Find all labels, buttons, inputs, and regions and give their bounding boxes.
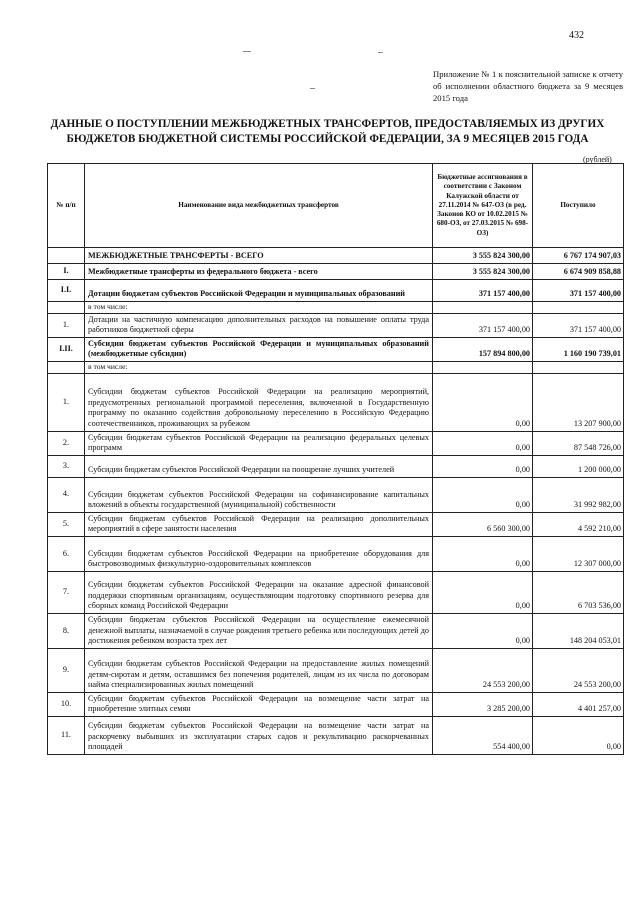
row-assigned: 371 157 400,00 — [433, 280, 533, 302]
row-name: Субсидии бюджетам субъектов Российской Федерации на оказание адресной финансовой поддержки спортивным организациям, осуществляющим подготовку спортивного резерва для сборных команд Российской Федерации — [85, 571, 433, 613]
row-assigned: 371 157 400,00 — [433, 313, 533, 337]
row-assigned: 3 555 824 300,00 — [433, 264, 533, 280]
row-number: I.I. — [48, 280, 85, 302]
row-number: 4. — [48, 477, 85, 512]
title-line-1: ДАННЫЕ О ПОСТУПЛЕНИИ МЕЖБЮДЖЕТНЫХ ТРАНСФЕРТОВ, ПРЕДОСТАВЛЯЕМЫХ ИЗ ДРУГИХ — [50, 118, 605, 130]
page-title — [40, 117, 615, 146]
page-number: 432 — [569, 30, 584, 41]
row-assigned: 0,00 — [433, 455, 533, 477]
row-received: 371 157 400,00 — [533, 313, 624, 337]
header-name: Наименование вида межбюджетных трансфертов — [85, 164, 433, 248]
row-received: 6 703 536,00 — [533, 571, 624, 613]
header-number: № п/п — [48, 164, 85, 248]
table-row — [48, 337, 624, 361]
row-assigned: 157 894 800,00 — [433, 337, 533, 361]
row-received — [533, 302, 624, 314]
row-number: 7. — [48, 571, 85, 613]
row-name: Субсидии бюджетам субъектов Российской Федерации на реализацию мероприятий, предусмотренных региональной программой переселения, включенной в Государственную программу по оказанию содействия добровольному переселению в Российскую Федерацию соотечественников, проживающих за рубежом — [85, 373, 433, 431]
row-received: 6 674 909 858,88 — [533, 264, 624, 280]
header-assigned: Бюджетные ассигнования в соответствии с Законом Калужской области от 27.11.2014 № 647-ОЗ (в ред. Законов КО от 10.02.2015 № 680-ОЗ, от 27.03.2015 № 698-ОЗ) — [433, 164, 533, 248]
row-name: Субсидии бюджетам субъектов Российской Федерации на поощрение лучших учителей — [85, 455, 433, 477]
row-name: Субсидии бюджетам субъектов Российской Федерации на приобретение оборудования для быстровозводимых физкультурно-оздоровительных комплексов — [85, 536, 433, 571]
row-assigned: 3 555 824 300,00 — [433, 248, 533, 264]
title-line-2: БЮДЖЕТОВ БЮДЖЕТНОЙ СИСТЕМЫ РОССИЙСКОЙ ФЕДЕРАЦИИ, ЗА 9 МЕСЯЦЕВ 2015 ГОДА — [66, 132, 589, 145]
scan-mark — [310, 88, 315, 89]
row-number: 3. — [48, 455, 85, 477]
table-row — [48, 571, 624, 613]
row-received: 1 200 000,00 — [533, 455, 624, 477]
row-number — [48, 248, 85, 264]
table-row — [48, 280, 624, 302]
row-number: 6. — [48, 536, 85, 571]
table-row — [48, 302, 624, 314]
row-assigned: 6 560 300,00 — [433, 512, 533, 536]
row-number: 8. — [48, 613, 85, 648]
row-received: 87 548 726,00 — [533, 431, 624, 455]
row-name: МЕЖБЮДЖЕТНЫЕ ТРАНСФЕРТЫ - ВСЕГО — [85, 248, 433, 264]
row-name: Дотации на частичную компенсацию дополнительных расходов на повышение оплаты труда работников бюджетной сферы — [85, 313, 433, 337]
row-received: 0,00 — [533, 716, 624, 754]
row-number: 1. — [48, 313, 85, 337]
table-row — [48, 313, 624, 337]
units-label: (рублей) — [583, 155, 612, 164]
table-row — [48, 361, 624, 373]
row-name: Межбюджетные трансферты из федерального бюджета - всего — [85, 264, 433, 280]
row-received: 31 992 982,00 — [533, 477, 624, 512]
table-row — [48, 536, 624, 571]
row-received — [533, 361, 624, 373]
row-name: Дотации бюджетам субъектов Российской Федерации и муниципальных образований — [85, 280, 433, 302]
row-received: 13 207 900,00 — [533, 373, 624, 431]
row-number: 5. — [48, 512, 85, 536]
row-assigned: 3 285 200,00 — [433, 692, 533, 716]
row-number: I. — [48, 264, 85, 280]
table-row — [48, 264, 624, 280]
scan-mark — [378, 52, 383, 53]
row-number: 10. — [48, 692, 85, 716]
row-assigned: 0,00 — [433, 431, 533, 455]
row-number: 11. — [48, 716, 85, 754]
transfers-table — [47, 163, 624, 755]
row-number: 2. — [48, 431, 85, 455]
table-row — [48, 248, 624, 264]
table-row — [48, 648, 624, 692]
row-number: I.II. — [48, 337, 85, 361]
row-name: Субсидии бюджетам субъектов Российской Федерации на софинансирование капитальных вложений в объекты государственной (муниципальной) собственности — [85, 477, 433, 512]
row-number: 9. — [48, 648, 85, 692]
row-assigned: 554 400,00 — [433, 716, 533, 754]
row-received: 148 204 053,01 — [533, 613, 624, 648]
row-assigned — [433, 361, 533, 373]
row-name: Субсидии бюджетам субъектов Российской Федерации на возмещение части затрат на раскорчевку выбывших из эксплуатации старых садов и рекультивацию раскорчеванных площадей — [85, 716, 433, 754]
annex-note: Приложение № 1 к пояснительной записке к отчету об исполнении областного бюджета за 9 месяцев 2015 года — [433, 69, 623, 103]
row-name: Субсидии бюджетам субъектов Российской Федерации на реализацию федеральных целевых программ — [85, 431, 433, 455]
row-assigned: 0,00 — [433, 536, 533, 571]
row-received: 24 553 200,00 — [533, 648, 624, 692]
row-name: Субсидии бюджетам субъектов Российской Федерации на осуществление ежемесячной денежной выплаты, назначаемой в случае рождения третьего ребенка или последующих детей до достижения ребенком возраста трех лет — [85, 613, 433, 648]
table-row — [48, 613, 624, 648]
row-received: 6 767 174 907,03 — [533, 248, 624, 264]
row-assigned: 0,00 — [433, 373, 533, 431]
row-assigned: 0,00 — [433, 477, 533, 512]
row-received: 1 160 190 739,01 — [533, 337, 624, 361]
row-assigned — [433, 302, 533, 314]
row-number — [48, 302, 85, 314]
table-row — [48, 716, 624, 754]
row-received: 4 592 210,00 — [533, 512, 624, 536]
table-row — [48, 373, 624, 431]
row-name: Субсидии бюджетам субъектов Российской Федерации на реализацию дополнительных мероприятий в сфере занятости населения — [85, 512, 433, 536]
table-row — [48, 455, 624, 477]
table-row — [48, 477, 624, 512]
table-row — [48, 692, 624, 716]
row-name: Субсидии бюджетам субъектов Российской Федерации на предоставление жилых помещений детям-сиротам и детям, оставшимся без попечения родителей, лицам из их числа по договорам найма специализированных жилых помещений — [85, 648, 433, 692]
row-name: в том числе: — [85, 361, 433, 373]
row-assigned: 24 553 200,00 — [433, 648, 533, 692]
row-name: Субсидии бюджетам субъектов Российской Федерации на возмещение части затрат на приобретение элитных семян — [85, 692, 433, 716]
header-received: Поступило — [533, 164, 624, 248]
scan-mark — [243, 51, 251, 52]
table-row — [48, 512, 624, 536]
row-received: 4 401 257,00 — [533, 692, 624, 716]
row-number: 1. — [48, 373, 85, 431]
row-name: в том числе: — [85, 302, 433, 314]
row-number — [48, 361, 85, 373]
table-row — [48, 431, 624, 455]
row-assigned: 0,00 — [433, 613, 533, 648]
row-assigned: 0,00 — [433, 571, 533, 613]
row-received: 371 157 400,00 — [533, 280, 624, 302]
row-received: 12 307 000,00 — [533, 536, 624, 571]
row-name: Субсидии бюджетам субъектов Российской Федерации и муниципальных образований (межбюджетные субсидии) — [85, 337, 433, 361]
